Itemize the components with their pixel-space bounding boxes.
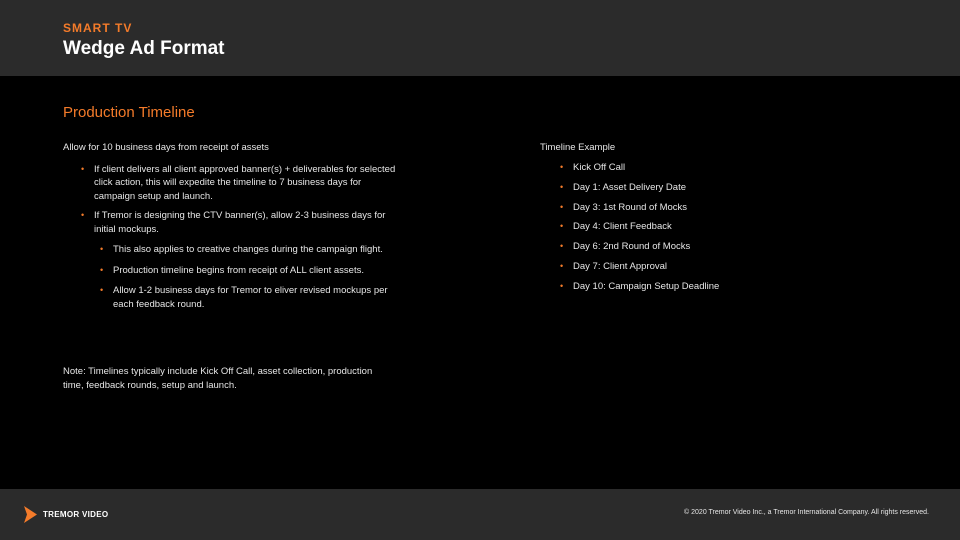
section-title: Production Timeline: [63, 104, 195, 121]
list-item: • If client delivers all client approved banner(s) + deliverables for selected click action, this will expedite the timeline to 7 business days for campaign setup and launch.: [63, 163, 403, 204]
timeline-item: • Day 1: Asset Delivery Date: [540, 181, 840, 201]
timeline-column: [540, 141, 840, 300]
timeline-note: Note: Timelines typically include Kick Off Call, asset collection, production time, feedback rounds, setup and launch.: [63, 366, 373, 391]
requirements-lead: Allow for 10 business days from receipt of assets: [63, 142, 269, 153]
list-item: • If Tremor is designing the CTV banner(s), allow 2-3 business days for initial mockups.: [63, 209, 403, 236]
header-kicker: SMART TV: [63, 21, 133, 35]
timeline-lead: Timeline Example: [540, 142, 616, 153]
play-icon: [22, 505, 38, 524]
footer-bar: [0, 489, 960, 540]
sub-bullet-list: [63, 243, 403, 311]
timeline-item: • Day 6: 2nd Round of Mocks: [540, 240, 840, 260]
page-title: Wedge Ad Format: [63, 38, 225, 59]
timeline-item: • Day 3: 1st Round of Mocks: [540, 201, 840, 221]
timeline-item: • Day 7: Client Approval: [540, 260, 840, 280]
timeline-item: • Day 10: Campaign Setup Deadline: [540, 280, 840, 300]
list-item: • Allow 1-2 business days for Tremor to eliver revised mockups per each feedback round.: [63, 284, 403, 311]
list-item: • This also applies to creative changes during the campaign flight.: [63, 243, 403, 257]
timeline-item: • Day 4: Client Feedback: [540, 220, 840, 240]
logo-text: TREMOR VIDEO: [43, 510, 109, 519]
requirements-column: [63, 141, 403, 318]
timeline-item: • Kick Off Call: [540, 161, 840, 181]
tremor-video-logo: [22, 505, 108, 524]
copyright-text: © 2020 Tremor Video Inc., a Tremor International Company. All rights reserved.: [684, 509, 929, 516]
header-bar: [0, 0, 960, 76]
list-item: • Production timeline begins from receipt of ALL client assets.: [63, 264, 403, 278]
